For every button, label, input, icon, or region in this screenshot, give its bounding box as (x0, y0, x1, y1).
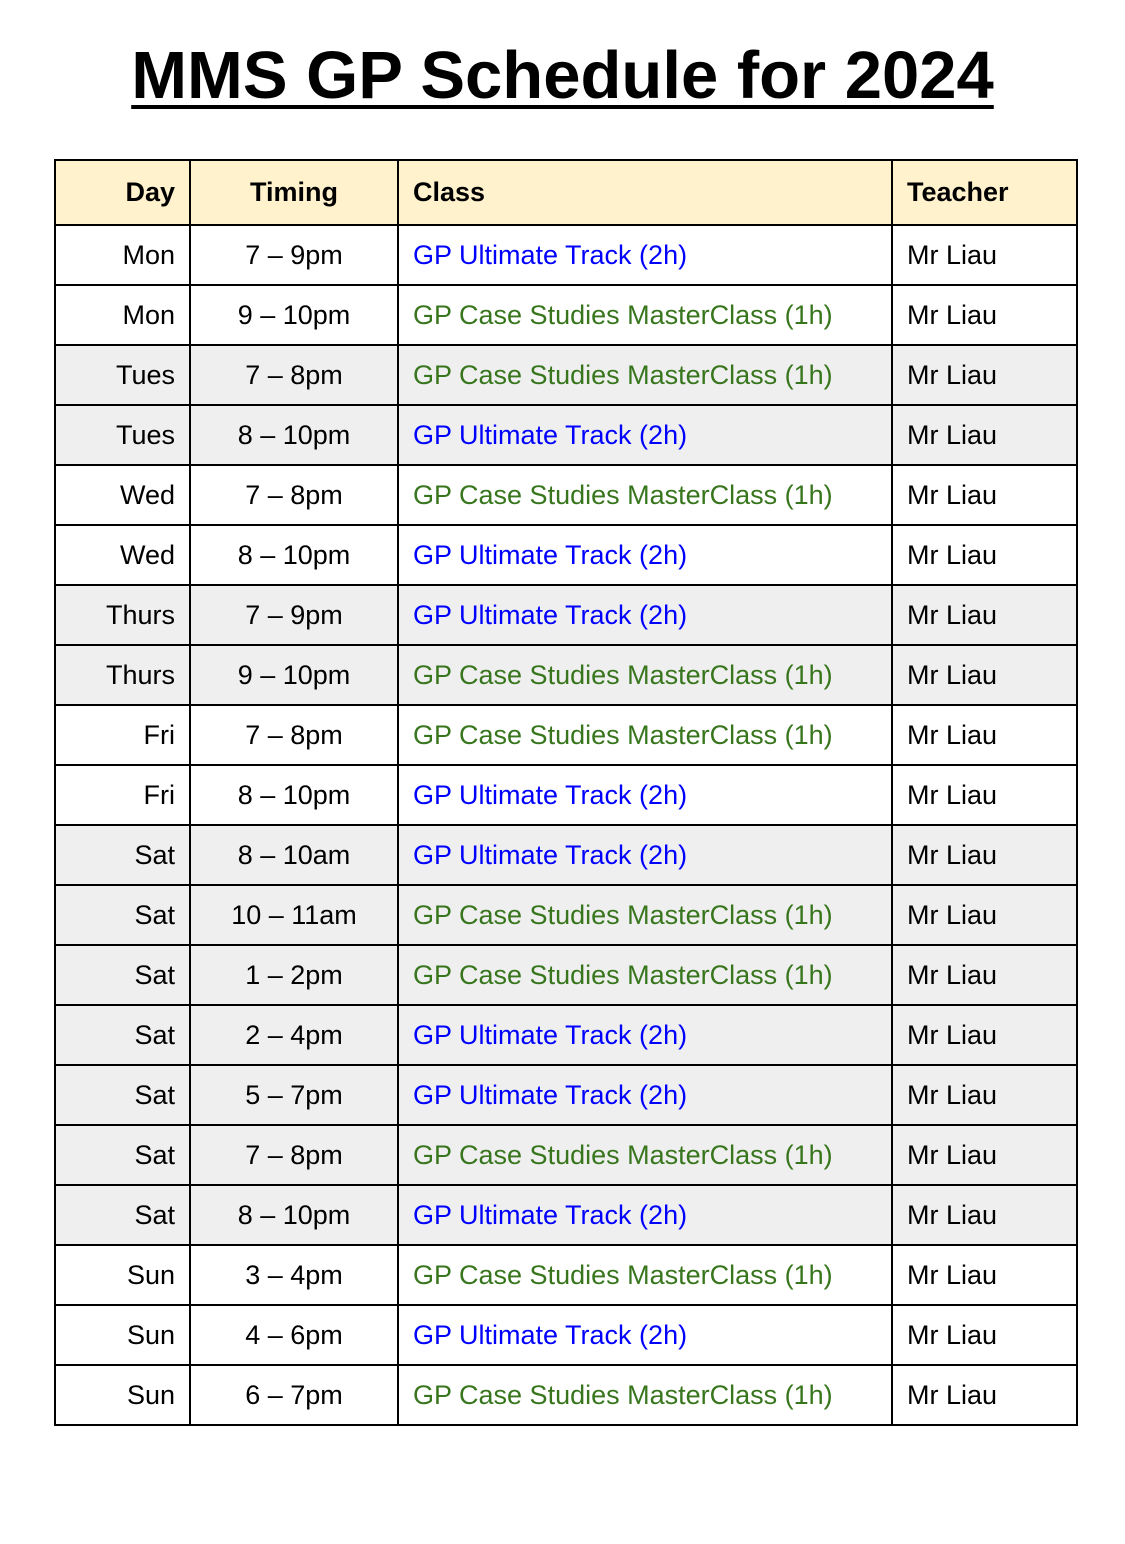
cell-class: GP Ultimate Track (2h) (398, 585, 892, 645)
page-title-text: MMS GP Schedule for 2024 (131, 38, 994, 113)
table-row (55, 525, 1077, 585)
table-row (55, 585, 1077, 645)
schedule-table (54, 159, 1078, 1426)
cell-teacher: Mr Liau (892, 405, 1077, 465)
cell-class: GP Case Studies MasterClass (1h) (398, 465, 892, 525)
cell-timing: 9 – 10pm (190, 285, 398, 345)
table-row (55, 1245, 1077, 1305)
cell-teacher: Mr Liau (892, 645, 1077, 705)
cell-teacher: Mr Liau (892, 225, 1077, 285)
cell-class: GP Case Studies MasterClass (1h) (398, 885, 892, 945)
cell-teacher: Mr Liau (892, 285, 1077, 345)
page-title (0, 38, 1125, 114)
table-row (55, 1065, 1077, 1125)
header-teacher: Teacher (892, 160, 1077, 225)
cell-day: Thurs (55, 585, 190, 645)
cell-day: Wed (55, 525, 190, 585)
cell-class: GP Ultimate Track (2h) (398, 825, 892, 885)
cell-teacher: Mr Liau (892, 945, 1077, 1005)
cell-timing: 7 – 9pm (190, 225, 398, 285)
cell-class: GP Case Studies MasterClass (1h) (398, 1365, 892, 1425)
table-row (55, 1125, 1077, 1185)
cell-day: Sat (55, 1065, 190, 1125)
cell-class: GP Case Studies MasterClass (1h) (398, 705, 892, 765)
table-row (55, 1185, 1077, 1245)
table-row (55, 285, 1077, 345)
cell-day: Sun (55, 1365, 190, 1425)
cell-teacher: Mr Liau (892, 525, 1077, 585)
cell-class: GP Ultimate Track (2h) (398, 1185, 892, 1245)
cell-day: Sat (55, 1005, 190, 1065)
cell-timing: 3 – 4pm (190, 1245, 398, 1305)
cell-day: Sat (55, 885, 190, 945)
cell-teacher: Mr Liau (892, 585, 1077, 645)
cell-timing: 2 – 4pm (190, 1005, 398, 1065)
cell-teacher: Mr Liau (892, 1065, 1077, 1125)
table-row (55, 345, 1077, 405)
cell-day: Sat (55, 1185, 190, 1245)
table-row (55, 645, 1077, 705)
cell-day: Mon (55, 285, 190, 345)
cell-teacher: Mr Liau (892, 705, 1077, 765)
cell-day: Tues (55, 345, 190, 405)
cell-teacher: Mr Liau (892, 465, 1077, 525)
cell-day: Tues (55, 405, 190, 465)
table-row (55, 1365, 1077, 1425)
cell-timing: 7 – 8pm (190, 345, 398, 405)
cell-timing: 7 – 9pm (190, 585, 398, 645)
table-row (55, 885, 1077, 945)
cell-class: GP Ultimate Track (2h) (398, 225, 892, 285)
table-row (55, 1005, 1077, 1065)
cell-timing: 5 – 7pm (190, 1065, 398, 1125)
cell-class: GP Ultimate Track (2h) (398, 525, 892, 585)
cell-timing: 7 – 8pm (190, 705, 398, 765)
table-row (55, 765, 1077, 825)
cell-timing: 8 – 10am (190, 825, 398, 885)
table-row (55, 405, 1077, 465)
cell-class: GP Ultimate Track (2h) (398, 1305, 892, 1365)
cell-teacher: Mr Liau (892, 885, 1077, 945)
cell-day: Sun (55, 1305, 190, 1365)
table-row (55, 945, 1077, 1005)
cell-class: GP Case Studies MasterClass (1h) (398, 285, 892, 345)
cell-class: GP Case Studies MasterClass (1h) (398, 1125, 892, 1185)
cell-day: Sat (55, 825, 190, 885)
schedule-body (55, 225, 1077, 1425)
cell-teacher: Mr Liau (892, 345, 1077, 405)
cell-timing: 4 – 6pm (190, 1305, 398, 1365)
cell-class: GP Ultimate Track (2h) (398, 1005, 892, 1065)
cell-teacher: Mr Liau (892, 765, 1077, 825)
cell-timing: 9 – 10pm (190, 645, 398, 705)
cell-teacher: Mr Liau (892, 1185, 1077, 1245)
cell-class: GP Case Studies MasterClass (1h) (398, 945, 892, 1005)
cell-teacher: Mr Liau (892, 1245, 1077, 1305)
cell-class: GP Ultimate Track (2h) (398, 1065, 892, 1125)
cell-teacher: Mr Liau (892, 1305, 1077, 1365)
cell-day: Mon (55, 225, 190, 285)
table-row (55, 705, 1077, 765)
header-timing: Timing (190, 160, 398, 225)
cell-day: Fri (55, 705, 190, 765)
cell-teacher: Mr Liau (892, 1005, 1077, 1065)
cell-timing: 10 – 11am (190, 885, 398, 945)
cell-timing: 6 – 7pm (190, 1365, 398, 1425)
cell-teacher: Mr Liau (892, 1365, 1077, 1425)
cell-day: Sun (55, 1245, 190, 1305)
cell-class: GP Ultimate Track (2h) (398, 765, 892, 825)
cell-timing: 7 – 8pm (190, 1125, 398, 1185)
cell-timing: 8 – 10pm (190, 765, 398, 825)
cell-day: Sat (55, 945, 190, 1005)
cell-day: Thurs (55, 645, 190, 705)
cell-timing: 8 – 10pm (190, 405, 398, 465)
table-header-row (55, 160, 1077, 225)
cell-day: Fri (55, 765, 190, 825)
cell-day: Sat (55, 1125, 190, 1185)
header-day: Day (55, 160, 190, 225)
cell-timing: 7 – 8pm (190, 465, 398, 525)
cell-class: GP Case Studies MasterClass (1h) (398, 1245, 892, 1305)
table-row (55, 825, 1077, 885)
cell-timing: 8 – 10pm (190, 525, 398, 585)
header-class: Class (398, 160, 892, 225)
cell-timing: 8 – 10pm (190, 1185, 398, 1245)
cell-class: GP Case Studies MasterClass (1h) (398, 345, 892, 405)
cell-timing: 1 – 2pm (190, 945, 398, 1005)
cell-class: GP Ultimate Track (2h) (398, 405, 892, 465)
table-row (55, 225, 1077, 285)
table-row (55, 1305, 1077, 1365)
cell-teacher: Mr Liau (892, 825, 1077, 885)
cell-class: GP Case Studies MasterClass (1h) (398, 645, 892, 705)
cell-day: Wed (55, 465, 190, 525)
table-row (55, 465, 1077, 525)
cell-teacher: Mr Liau (892, 1125, 1077, 1185)
